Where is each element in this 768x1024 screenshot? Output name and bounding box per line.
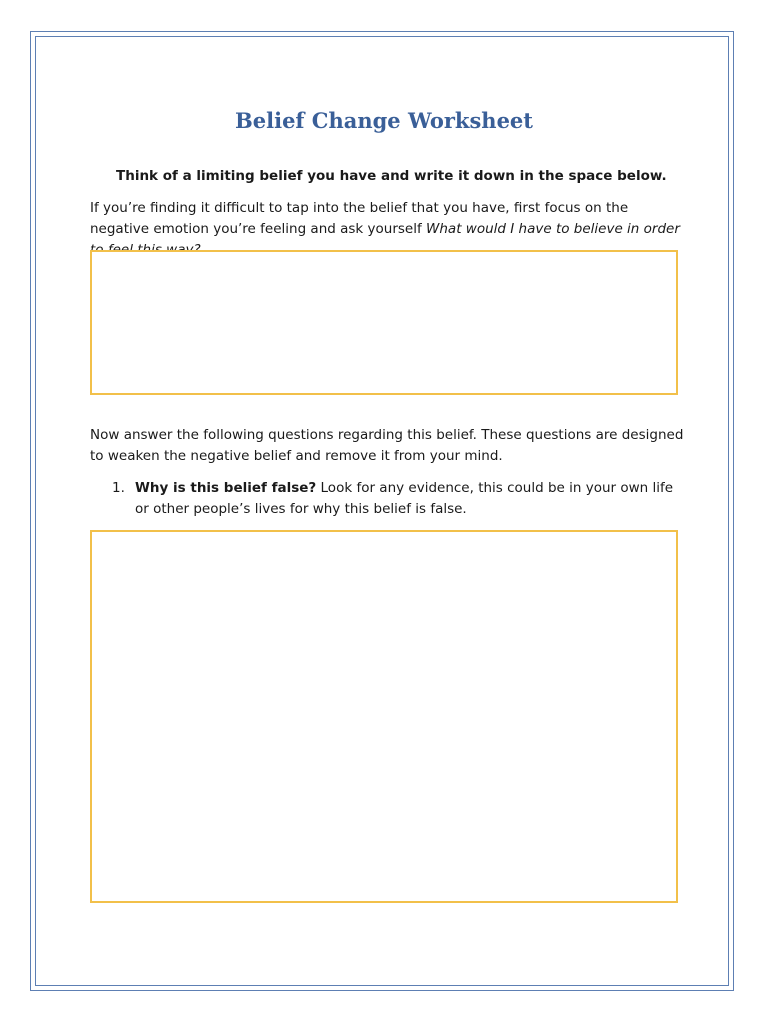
question-number: 1. <box>112 480 125 496</box>
question-lead: Why is this belief false? <box>135 480 317 496</box>
question-text <box>135 478 682 520</box>
intro-question: What would I have to believe in order <box>426 221 680 237</box>
question-item-1 <box>112 478 682 520</box>
intro-text: If you’re finding it difficult to tap into the belief that you have, first focus on the negative emotion you’re feeling and ask yourself <box>90 200 629 237</box>
followup-paragraph: Now answer the following questions regarding this belief. These questions are designed to weaken the negative belief and remove it from your mind. <box>90 427 684 464</box>
limiting-belief-answer-box[interactable] <box>90 250 678 395</box>
worksheet-title: Belief Change Worksheet <box>235 108 533 133</box>
instruction-text: Think of a limiting belief you have and write it down in the space below. <box>116 168 667 184</box>
question-1-answer-box[interactable] <box>90 530 678 903</box>
question-body: Look for any evidence, this could be in your own life or other people’s lives for why this belief is false. <box>135 480 674 517</box>
